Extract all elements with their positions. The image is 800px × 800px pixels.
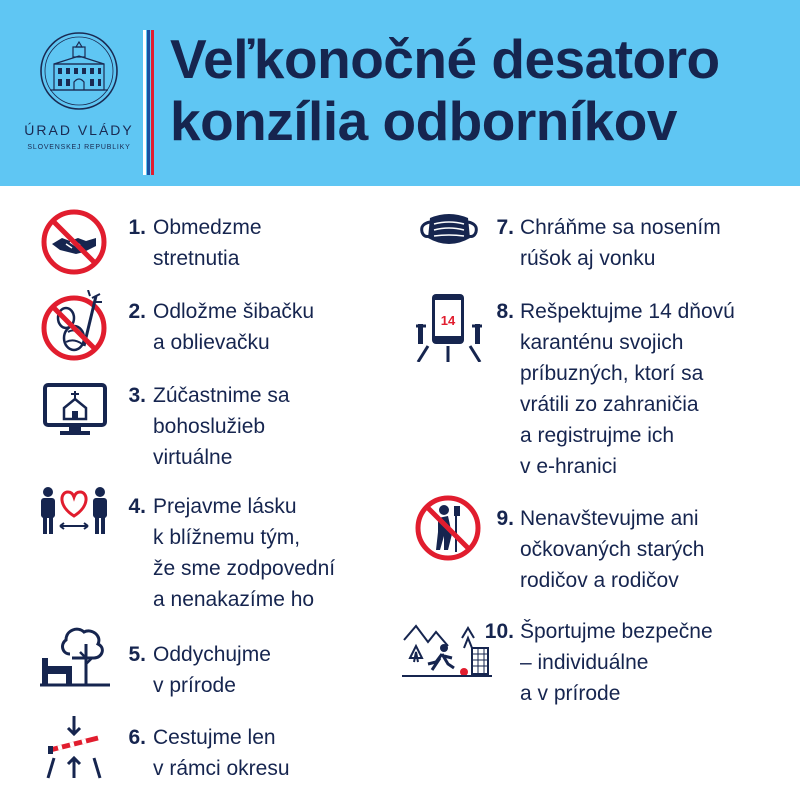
rule-number: 7. <box>496 216 514 239</box>
logo-name: ÚRAD VLÁDY <box>24 122 134 138</box>
rule-number: 2. <box>128 300 146 323</box>
rule-line: vrátili zo zahraničia <box>520 393 699 416</box>
rule-line: virtuálne <box>153 446 233 469</box>
distance-love-icon <box>38 486 110 536</box>
face-mask-icon <box>418 210 480 250</box>
quarantine-phone-icon <box>414 294 484 362</box>
logo-subtitle: SLOVENSKEJ REPUBLIKY <box>27 144 131 151</box>
rule-text <box>153 380 290 473</box>
rule-text <box>153 639 271 701</box>
rule-text <box>153 212 262 274</box>
rule-line: rodičov a rodičov <box>520 569 679 592</box>
rule-line: karanténu svojich <box>520 331 684 354</box>
title-line-1: Veľkonočné desatoro <box>170 28 720 90</box>
rule-line: Prejavme lásku <box>153 495 297 518</box>
page-title <box>170 28 790 152</box>
rule-line: Chráňme sa nosením <box>520 216 721 239</box>
rule-number: 8. <box>496 300 514 323</box>
rule-line: Cestujme len <box>153 726 276 749</box>
rule-line: očkovaných starých <box>520 538 705 561</box>
rule-line: a v prírode <box>520 682 621 705</box>
rule-line: Športujme bezpečne <box>520 620 713 643</box>
title-line-2: konzília odborníkov <box>170 90 677 152</box>
flag-stripe-white <box>143 30 146 175</box>
rule-line: v prírode <box>153 674 236 697</box>
church-monitor-icon <box>42 382 108 438</box>
rule-line: Odložme šibačku <box>153 300 315 323</box>
rule-line: rúšok aj vonku <box>520 247 656 270</box>
no-handshake-icon <box>40 208 108 276</box>
rule-line: Oddychujme <box>153 643 271 666</box>
rule-line: – individuálne <box>520 651 649 674</box>
rule-text <box>153 722 290 784</box>
rule-text <box>153 491 335 615</box>
header-banner <box>0 0 800 186</box>
rule-line: príbuzných, ktorí sa <box>520 362 704 385</box>
rule-text <box>520 616 713 709</box>
rule-line: v e-hranici <box>520 455 617 478</box>
rule-text <box>520 503 704 596</box>
rule-line: Nenavštevujme ani <box>520 507 699 530</box>
flag-stripe-red <box>151 30 154 175</box>
rule-line: stretnutia <box>153 247 240 270</box>
rule-text <box>520 296 735 482</box>
rule-line: a nenakazíme ho <box>153 588 315 611</box>
rule-line: k blížnemu tým, <box>153 526 301 549</box>
rule-line: Obmedzme <box>153 216 262 239</box>
rule-text <box>520 212 721 274</box>
rule-number: 1. <box>128 216 146 239</box>
rule-number: 6. <box>128 726 146 749</box>
rule-line: v rámci okresu <box>153 757 290 780</box>
rule-number: 4. <box>128 495 146 518</box>
flag-stripe-blue <box>147 30 150 175</box>
rule-line: bohoslužieb <box>153 415 266 438</box>
district-barrier-icon <box>44 716 104 780</box>
government-logo <box>24 30 134 160</box>
rule-line: Rešpektujme 14 dňovú <box>520 300 735 323</box>
rule-line: a oblievačku <box>153 331 270 354</box>
rule-line: že sme zodpovední <box>153 557 336 580</box>
rule-line: a registrujme ich <box>520 424 675 447</box>
rule-line: Zúčastnime sa <box>153 384 290 407</box>
government-building-icon <box>38 30 120 112</box>
no-easter-eggs-icon <box>40 290 108 362</box>
no-elderly-visit-icon <box>414 494 482 562</box>
rule-number: 5. <box>128 643 146 666</box>
tree-bench-icon <box>40 624 110 688</box>
rule-text <box>153 296 314 358</box>
rule-number: 3. <box>128 384 146 407</box>
quarantine-days-label: 14 <box>440 313 456 328</box>
rule-number: 9. <box>496 507 514 530</box>
rule-number: 10. <box>484 620 514 643</box>
